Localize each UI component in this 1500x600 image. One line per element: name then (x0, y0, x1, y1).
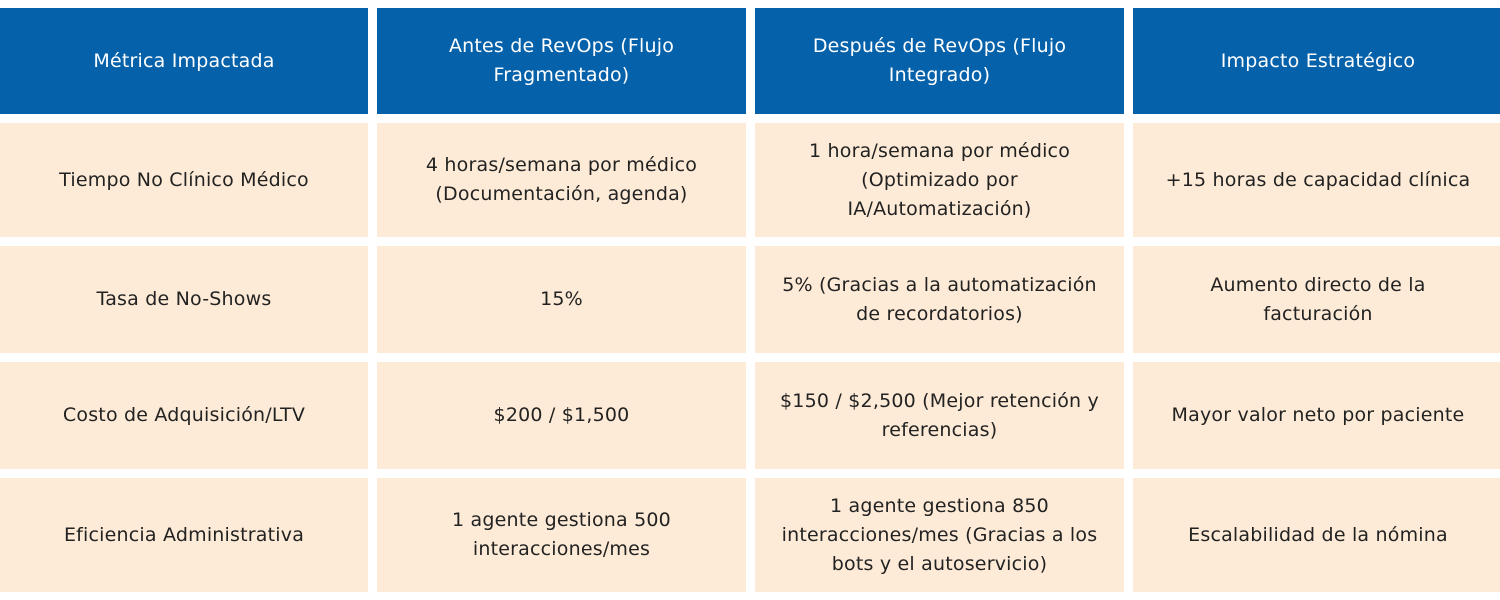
row-2-impact: Aumento directo de la facturación (1133, 246, 1500, 353)
header-after-revops: Después de RevOps (Flujo Integrado) (755, 8, 1124, 114)
row-1-metric: Tiempo No Clínico Médico (0, 123, 368, 237)
row-4-before: 1 agente gestiona 500 interacciones/mes (377, 478, 746, 592)
row-4-after: 1 agente gestiona 850 interacciones/mes (Gracias a los bots y el autoservicio) (755, 478, 1124, 592)
row-1-impact: +15 horas de capacidad clínica (1133, 123, 1500, 237)
row-2-after: 5% (Gracias a la automatización de recordatorios) (755, 246, 1124, 353)
row-2-before: 15% (377, 246, 746, 353)
row-4-impact: Escalabilidad de la nómina (1133, 478, 1500, 592)
row-3-impact: Mayor valor neto por paciente (1133, 362, 1500, 469)
row-1-after: 1 hora/semana por médico (Optimizado por IA/Automatización) (755, 123, 1124, 237)
row-1-before: 4 horas/semana por médico (Documentación, agenda) (377, 123, 746, 237)
header-strategic-impact: Impacto Estratégico (1133, 8, 1500, 114)
row-3-before: $200 / $1,500 (377, 362, 746, 469)
header-before-revops: Antes de RevOps (Flujo Fragmentado) (377, 8, 746, 114)
header-metric: Métrica Impactada (0, 8, 368, 114)
row-2-metric: Tasa de No-Shows (0, 246, 368, 353)
row-4-metric: Eficiencia Administrativa (0, 478, 368, 592)
row-3-metric: Costo de Adquisición/LTV (0, 362, 368, 469)
comparison-table (0, 8, 1500, 592)
row-3-after: $150 / $2,500 (Mejor retención y referencias) (755, 362, 1124, 469)
